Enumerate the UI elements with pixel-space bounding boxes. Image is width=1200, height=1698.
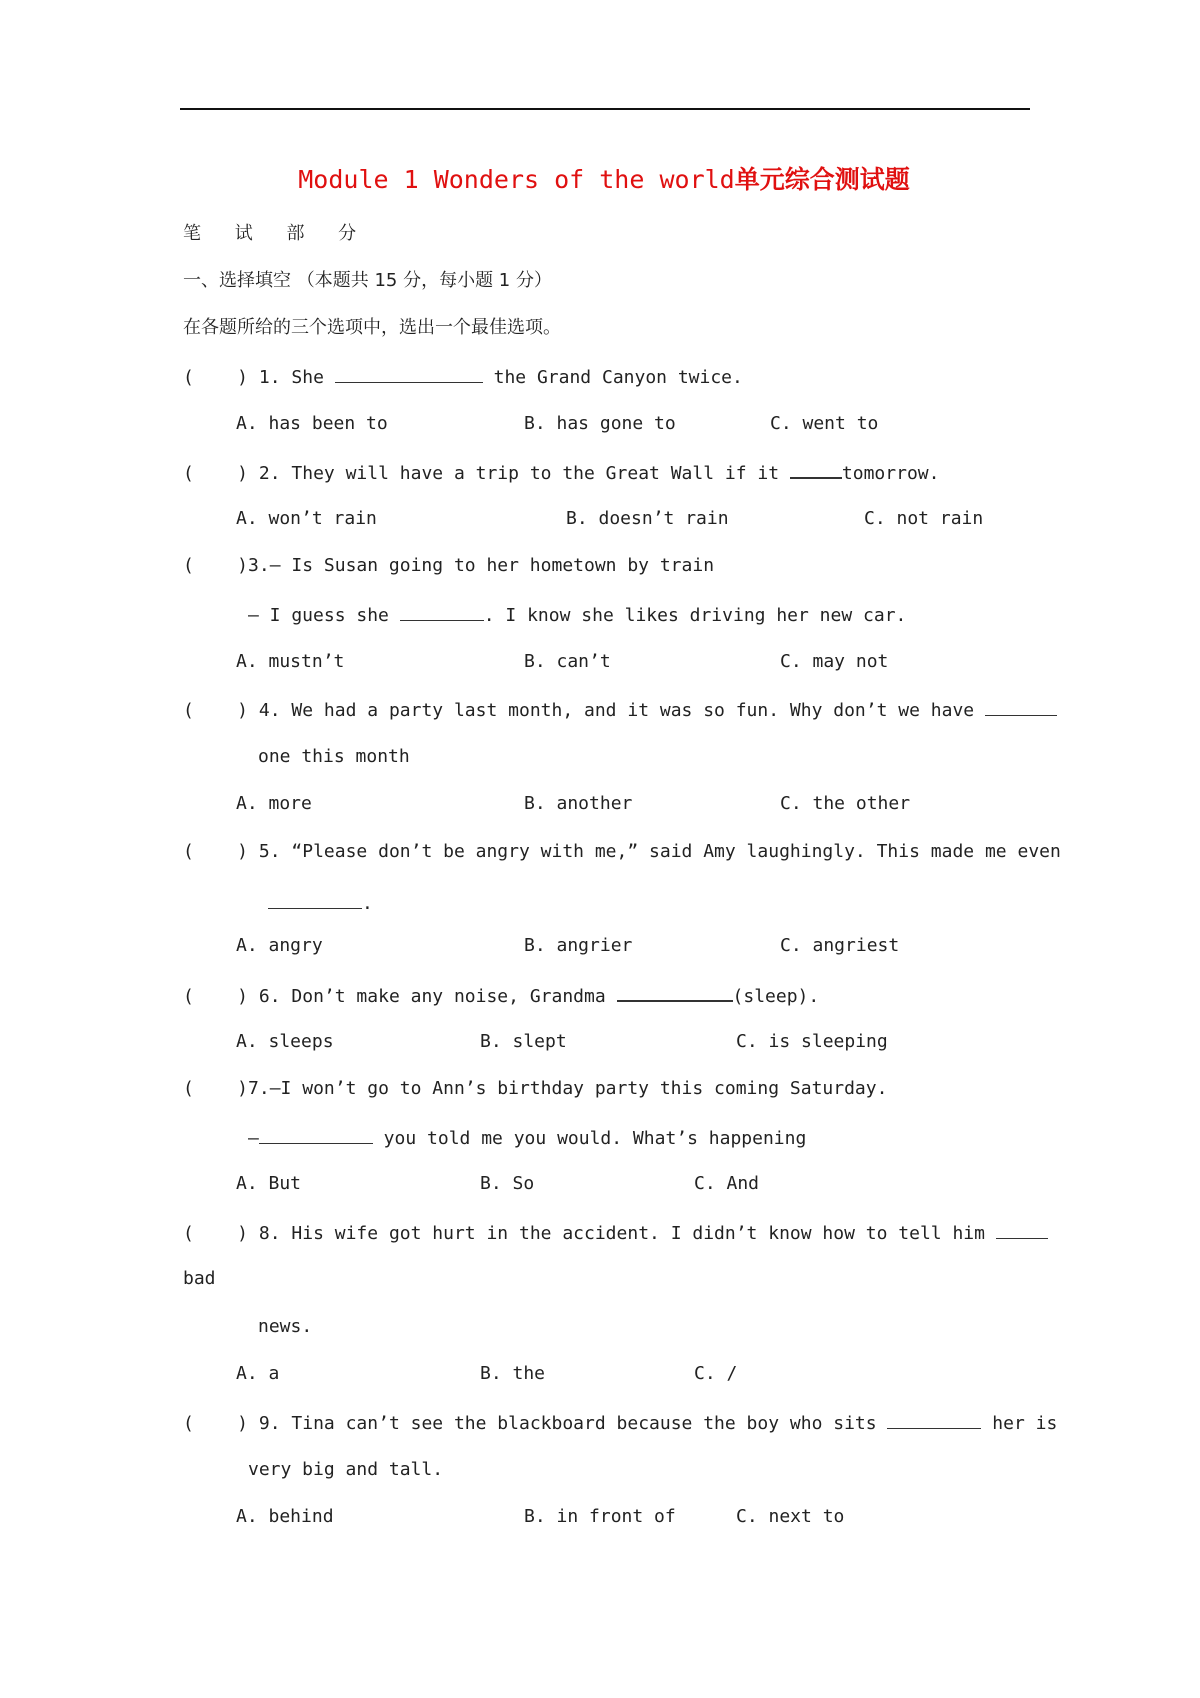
answer-paren: ( ) bbox=[183, 700, 249, 721]
answer-blank bbox=[259, 1125, 373, 1144]
answer-paren: ( ) bbox=[183, 986, 249, 1007]
question-number: 9. bbox=[258, 1413, 281, 1434]
question-text: She bbox=[291, 367, 324, 388]
option-c: C. may not bbox=[780, 651, 889, 672]
answer-paren: ( ) bbox=[183, 463, 249, 484]
answer-paren: ( ) bbox=[183, 367, 249, 388]
part-one-heading: 一、选择填空 （本题共 15 分，每小题 1 分） bbox=[183, 270, 552, 291]
answer-paren: ( ) bbox=[183, 555, 249, 576]
option-b: B. So bbox=[480, 1173, 535, 1194]
option-c: C. not rain bbox=[864, 508, 984, 529]
question-6 bbox=[183, 982, 1200, 1009]
question-number: 8. bbox=[258, 1223, 281, 1244]
answer-paren: ( ) bbox=[183, 1078, 249, 1099]
question-text: We had a party last month, and it was so fun. Why don’t we have bbox=[291, 700, 975, 721]
option-a: A. behind bbox=[236, 1506, 334, 1527]
header-rule bbox=[180, 108, 1030, 110]
part-one-instruction: 在各题所给的三个选项中，选出一个最佳选项。 bbox=[183, 317, 561, 338]
question-3-reply bbox=[248, 602, 1200, 628]
option-c: C. angriest bbox=[780, 935, 900, 956]
option-b: B. slept bbox=[480, 1031, 567, 1052]
question-number: 7. bbox=[248, 1078, 270, 1099]
answer-blank bbox=[887, 1410, 981, 1429]
option-a: A. angry bbox=[236, 935, 323, 956]
option-b: B. angrier bbox=[524, 935, 633, 956]
option-b: B. doesn’t rain bbox=[566, 508, 729, 529]
option-b: B. in front of bbox=[524, 1506, 676, 1527]
question-number: 3. bbox=[248, 555, 270, 576]
question-5 bbox=[183, 840, 1200, 864]
question-9 bbox=[183, 1410, 1200, 1436]
question-5-continuation bbox=[268, 890, 1200, 916]
question-text: His wife got hurt in the accident. I didn’t know how to tell him bbox=[291, 1223, 985, 1244]
option-b: B. has gone to bbox=[524, 413, 676, 434]
question-9-options bbox=[0, 1505, 1200, 1601]
page-title bbox=[0, 160, 1200, 196]
question-7-reply bbox=[248, 1125, 1200, 1151]
option-a: A. But bbox=[236, 1173, 302, 1194]
option-b: B. can’t bbox=[524, 651, 611, 672]
title-chinese: 单元综合测试题 bbox=[734, 165, 910, 194]
question-number: 5. bbox=[258, 841, 281, 862]
option-a: A. a bbox=[236, 1363, 280, 1384]
option-c: C. the other bbox=[780, 793, 911, 814]
title-english: Module 1 Wonders of the world bbox=[298, 165, 735, 194]
option-c: C. went to bbox=[770, 413, 879, 434]
question-text: Tina can’t see the blackboard because the boy who sits bbox=[291, 1413, 877, 1434]
question-text: — bbox=[248, 1128, 259, 1149]
answer-blank bbox=[996, 1220, 1048, 1239]
question-text: —I won’t go to Ann’s birthday party this coming Saturday. bbox=[269, 1078, 888, 1099]
question-number: 4. bbox=[258, 700, 281, 721]
question-text: . I know she likes driving her new car. bbox=[483, 605, 907, 626]
option-a: A. sleeps bbox=[236, 1031, 334, 1052]
answer-paren: ( ) bbox=[183, 1413, 249, 1434]
option-c: C. / bbox=[694, 1363, 738, 1384]
question-number: 6. bbox=[258, 986, 281, 1007]
question-number: 1. bbox=[258, 367, 281, 388]
question-8 bbox=[183, 1220, 1200, 1246]
answer-blank bbox=[790, 459, 842, 479]
question-9-continuation: very big and tall. bbox=[248, 1459, 444, 1480]
question-2 bbox=[183, 459, 1200, 486]
question-text: (sleep). bbox=[732, 986, 820, 1007]
option-a: A. more bbox=[236, 793, 312, 814]
question-text: — I guess she bbox=[248, 605, 389, 626]
section-heading: 笔 试 部 分 bbox=[183, 223, 371, 244]
answer-blank bbox=[985, 697, 1057, 716]
question-text: . bbox=[362, 893, 373, 914]
question-text: the Grand Canyon twice. bbox=[493, 367, 743, 388]
question-4 bbox=[183, 697, 1200, 723]
question-8-continuation: bad bbox=[183, 1268, 216, 1289]
answer-paren: ( ) bbox=[183, 841, 249, 862]
answer-blank bbox=[617, 982, 733, 1002]
question-3 bbox=[183, 554, 1200, 578]
question-text: Don’t make any noise, Grandma bbox=[291, 986, 606, 1007]
option-a: A. mustn’t bbox=[236, 651, 345, 672]
question-8-continuation-2: news. bbox=[258, 1316, 313, 1337]
question-text: her is bbox=[992, 1413, 1058, 1434]
option-b: B. the bbox=[480, 1363, 546, 1384]
option-a: A. has been to bbox=[236, 413, 388, 434]
question-1 bbox=[183, 364, 1200, 390]
question-7 bbox=[183, 1077, 1200, 1101]
option-c: C. is sleeping bbox=[736, 1031, 888, 1052]
option-c: C. And bbox=[694, 1173, 760, 1194]
question-4-continuation: one this month bbox=[258, 746, 410, 767]
answer-blank bbox=[400, 602, 484, 621]
question-text: — Is Susan going to her hometown by train bbox=[269, 555, 715, 576]
answer-blank bbox=[268, 890, 362, 909]
option-c: C. next to bbox=[736, 1506, 845, 1527]
question-text: They will have a trip to the Great Wall if it bbox=[291, 463, 780, 484]
answer-blank bbox=[335, 364, 483, 383]
question-number: 2. bbox=[258, 463, 281, 484]
option-b: B. another bbox=[524, 793, 633, 814]
question-text: you told me you would. What’s happening bbox=[372, 1128, 807, 1149]
option-a: A. won’t rain bbox=[236, 508, 377, 529]
question-text: tomorrow. bbox=[841, 463, 940, 484]
answer-paren: ( ) bbox=[183, 1223, 249, 1244]
question-text: “Please don’t be angry with me,” said Amy laughingly. This made me even bbox=[291, 841, 1061, 862]
